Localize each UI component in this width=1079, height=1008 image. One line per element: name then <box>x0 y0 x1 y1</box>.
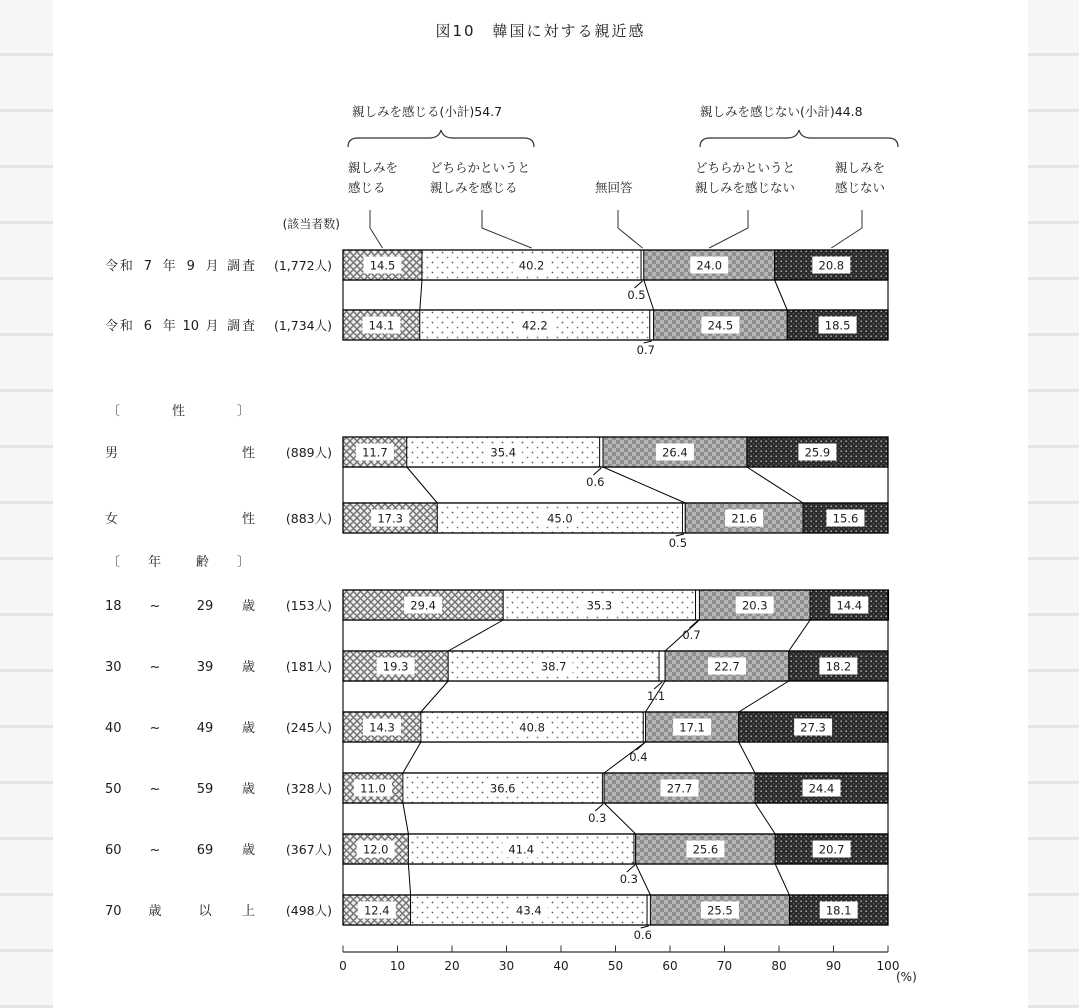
row-label-token: 6 <box>143 319 152 334</box>
x-axis-tick-label: 0 <box>339 959 347 973</box>
legend-leader-line <box>482 210 532 248</box>
row-respondent-count: (1,772人) <box>273 258 332 273</box>
row-label-token: 69 <box>196 843 214 858</box>
row-label-token: 18 <box>105 599 122 614</box>
no-answer-value: 1.1 <box>646 689 666 703</box>
value-label: 12.0 <box>362 842 389 857</box>
x-axis-tick-label: 30 <box>498 959 515 973</box>
value-label: 19.3 <box>382 659 409 674</box>
value-label: 42.2 <box>522 318 548 333</box>
bar-row <box>105 773 888 803</box>
legend-category-label: 無回答 <box>595 180 633 195</box>
gap-box <box>343 864 888 895</box>
legend-category-label: どちらかというと <box>430 160 531 175</box>
x-axis-tick-label: 70 <box>716 959 733 973</box>
x-axis-tick-label: 50 <box>607 959 624 973</box>
no-answer-value: 0.5 <box>627 288 646 302</box>
legend-leader-line <box>618 210 643 248</box>
row-label-token: 和 <box>119 319 133 334</box>
no-answer-callout <box>637 341 655 357</box>
row-label-token: 10 <box>182 319 199 334</box>
row-label-token: 令 <box>105 319 119 334</box>
no-answer-value: 0.7 <box>636 343 655 357</box>
value-label: 21.6 <box>731 511 757 526</box>
value-label: 14.4 <box>836 598 863 613</box>
row-label-token: 歳 <box>241 660 255 675</box>
row-label-token: 男 <box>105 446 119 461</box>
row-label-token: 調 <box>227 259 241 274</box>
value-label: 17.1 <box>679 720 705 735</box>
legend-leader-line <box>831 210 862 248</box>
row-label-token: 50 <box>105 782 122 797</box>
value-label: 15.6 <box>832 511 859 526</box>
row-label-token: 以 <box>198 904 212 919</box>
value-label: 18.5 <box>824 318 851 333</box>
chart-title: 図10 韓国に対する親近感 <box>435 22 646 40</box>
bar-row <box>105 651 888 681</box>
row-label-token: 歳 <box>241 721 255 736</box>
value-label: 12.4 <box>363 903 390 918</box>
x-axis-tick-label: 100 <box>876 959 900 973</box>
gap-box <box>343 742 888 773</box>
bar-row <box>105 503 888 533</box>
row-label-token: ~ <box>149 782 161 797</box>
value-label: 41.4 <box>508 842 535 857</box>
bar-row <box>105 250 888 280</box>
bar-segment-2 <box>659 651 665 681</box>
legend <box>348 104 898 248</box>
bar-segment-2 <box>647 895 650 925</box>
value-label: 35.3 <box>586 598 613 613</box>
legend-category-not-feel-affinity <box>831 160 885 248</box>
value-label: 14.5 <box>369 258 396 273</box>
value-label: 20.7 <box>818 842 845 857</box>
legend-category-feel-affinity <box>348 160 398 248</box>
legend-category-somewhat-not-feel-affinity <box>695 160 795 248</box>
row-label-token: 令 <box>105 259 119 274</box>
gap-box <box>343 803 888 834</box>
row-label-token: 歳 <box>241 843 255 858</box>
value-label: 11.7 <box>362 445 388 460</box>
section-header <box>107 403 250 419</box>
x-axis-tick-label: 90 <box>825 959 842 973</box>
legend-leader-line <box>370 210 383 248</box>
value-label: 36.6 <box>489 781 516 796</box>
no-answer-value: 0.6 <box>633 928 652 942</box>
value-label: 24.4 <box>808 781 835 796</box>
gap-box <box>343 280 888 310</box>
row-respondent-count: (245人) <box>285 720 332 735</box>
value-label: 45.0 <box>547 511 573 526</box>
row-label-token: 歳 <box>148 904 162 919</box>
value-label: 26.4 <box>662 445 688 460</box>
value-label: 17.3 <box>377 511 403 526</box>
row-respondent-count: (883人) <box>285 511 332 526</box>
legend-leader-line <box>709 210 748 248</box>
row-respondent-count: (328人) <box>285 781 332 796</box>
legend-subtotal-not-feel: 親しみを感じない(小計)44.8 <box>700 104 863 119</box>
row-label-token: 査 <box>241 259 255 274</box>
legend-category-label: 親しみを <box>348 160 399 175</box>
row-label-token: 9 <box>186 259 195 274</box>
row-label-token: 調 <box>227 319 241 334</box>
value-label: 20.8 <box>818 258 845 273</box>
section-header-token: 齢 <box>195 555 209 570</box>
value-label: 35.4 <box>490 445 517 460</box>
bar-group-2 <box>105 554 889 942</box>
bar-row <box>105 590 889 620</box>
x-axis-tick-label: 20 <box>444 959 460 973</box>
row-respondent-count: (367人) <box>285 842 332 857</box>
legend-category-label: 親しみを <box>835 160 886 175</box>
value-label: 27.7 <box>666 781 693 796</box>
section-header-token: 〔 <box>107 555 121 570</box>
bar-group-1 <box>105 403 888 550</box>
row-label-token: 上 <box>241 904 255 919</box>
value-label: 22.7 <box>714 659 740 674</box>
row-label-token: 70 <box>105 904 122 919</box>
bar-row <box>105 834 888 864</box>
row-label-token: 性 <box>241 446 255 461</box>
row-label-token: 査 <box>241 319 255 334</box>
legend-category-label: 感じる <box>348 180 386 195</box>
value-label: 14.3 <box>369 720 395 735</box>
row-label-token: 女 <box>105 512 119 527</box>
row-label-token: 和 <box>119 259 133 274</box>
chart-page <box>53 0 1028 1008</box>
x-axis-tick-label: 40 <box>553 959 569 973</box>
bar-segment-2 <box>650 310 654 340</box>
no-answer-value: 0.5 <box>668 536 688 550</box>
value-label: 18.1 <box>825 903 852 918</box>
no-answer-value: 0.3 <box>619 872 638 886</box>
respondents-count-header: (該当者数) <box>282 217 340 231</box>
gap-box <box>343 620 888 651</box>
legend-category-label: 親しみを感じる <box>430 180 518 195</box>
value-label: 38.7 <box>540 659 567 674</box>
x-axis-tick-label: 60 <box>662 959 678 973</box>
section-header-token: 年 <box>148 555 162 570</box>
row-respondent-count: (181人) <box>285 659 332 674</box>
bar-row <box>105 895 888 925</box>
legend-category-no-answer <box>595 180 643 248</box>
subtotal-brace <box>700 130 898 147</box>
value-label: 43.4 <box>516 903 542 918</box>
no-answer-value: 0.7 <box>682 628 701 642</box>
row-label-token: 49 <box>196 721 214 736</box>
value-label: 25.5 <box>707 903 733 918</box>
section-header-token: 〕 <box>236 404 250 419</box>
row-label-token: 40 <box>105 721 122 736</box>
row-respondent-count: (1,734人) <box>273 318 332 333</box>
value-label: 25.6 <box>692 842 719 857</box>
value-label: 40.8 <box>519 720 545 735</box>
value-label: 24.5 <box>707 318 734 333</box>
value-label: 18.2 <box>825 659 852 674</box>
row-label-token: 60 <box>105 843 122 858</box>
row-label-token: 月 <box>205 259 219 274</box>
row-label-token: 性 <box>241 512 255 527</box>
section-header-token: 性 <box>171 404 186 419</box>
value-label: 27.3 <box>800 720 826 735</box>
bar-row <box>105 437 888 467</box>
no-answer-value: 0.4 <box>629 750 648 764</box>
legend-category-label: 感じない <box>835 180 886 195</box>
section-header-token: 〔 <box>107 404 121 419</box>
no-answer-value: 0.3 <box>588 811 607 825</box>
row-label-token: ~ <box>149 599 161 614</box>
row-label-token: ~ <box>149 721 161 736</box>
bar-row <box>105 310 888 340</box>
row-label-token: 年 <box>162 319 176 334</box>
section-header-token: 〕 <box>236 555 250 570</box>
row-label-token: 39 <box>196 660 214 675</box>
no-answer-callout <box>634 926 652 942</box>
bar-group-0 <box>105 250 888 357</box>
legend-category-label: 親しみを感じない <box>695 180 796 195</box>
row-label-token: 歳 <box>241 782 255 797</box>
row-label-token: 年 <box>162 259 176 274</box>
row-respondent-count: (498人) <box>285 903 332 918</box>
legend-subtotal-feel: 親しみを感じる(小計)54.7 <box>352 104 503 119</box>
value-label: 14.1 <box>368 318 395 333</box>
row-label-token: 月 <box>205 319 219 334</box>
value-label: 29.4 <box>410 598 436 613</box>
section-header <box>107 554 250 570</box>
no-answer-callout <box>669 534 687 550</box>
row-label-token: 59 <box>196 782 214 797</box>
value-label: 40.2 <box>518 258 545 273</box>
bar-row <box>105 712 888 742</box>
row-label-token: 歳 <box>241 599 255 614</box>
row-label-token: 7 <box>143 259 152 274</box>
x-axis-tick-label: 80 <box>771 959 787 973</box>
row-label-token: 29 <box>196 599 214 614</box>
x-axis-tick-label: 10 <box>389 959 406 973</box>
row-respondent-count: (889人) <box>285 445 332 460</box>
value-label: 20.3 <box>741 598 768 613</box>
value-label: 24.0 <box>696 258 723 273</box>
row-respondent-count: (153人) <box>285 598 332 613</box>
x-axis-unit-label: (%) <box>896 970 917 984</box>
legend-category-somewhat-feel-affinity <box>430 160 532 248</box>
row-label-token: ~ <box>149 660 161 675</box>
bar-segment-2 <box>683 503 686 533</box>
bar-segment-2 <box>600 437 603 467</box>
row-label-token: ~ <box>149 843 161 858</box>
legend-category-label: どちらかというと <box>695 160 796 175</box>
value-label: 25.9 <box>804 445 831 460</box>
x-axis <box>339 946 917 985</box>
no-answer-value: 0.6 <box>586 475 605 489</box>
row-label-token: 30 <box>105 660 122 675</box>
subtotal-brace <box>348 130 534 147</box>
value-label: 11.0 <box>360 781 386 796</box>
chart-body <box>105 104 917 984</box>
bar-segment-2 <box>696 590 700 620</box>
